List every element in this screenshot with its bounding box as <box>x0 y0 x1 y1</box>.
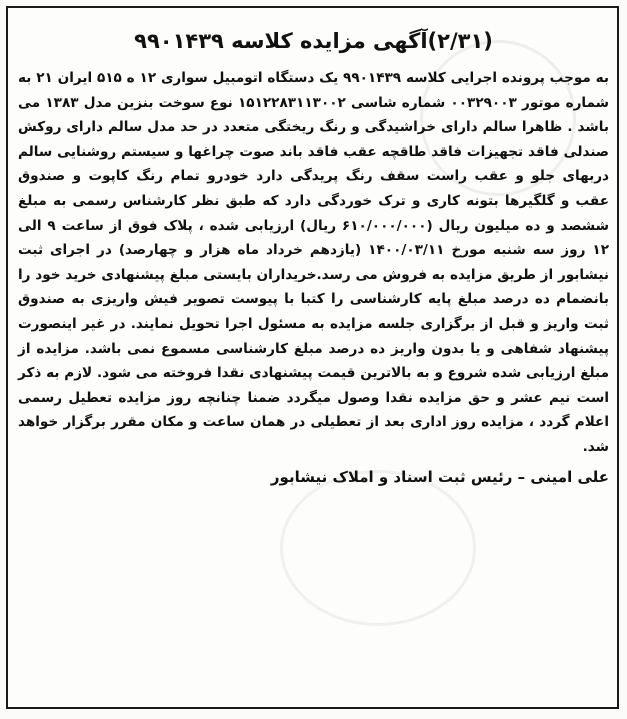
notice-title: (۲/۳۱)آگهی مزایده کلاسه ۹۹۰۱۴۳۹ <box>134 29 493 53</box>
notice-body: به موجب پرونده اجرایی کلاسه ۹۹۰۱۴۳۹ یک دستگاه اتومبیل سواری ۱۲ ه ۵۱۵ ایران ۲۱ به شماره موتور ۰۰۳۲۹۰۰۳ شماره شاسی ۱۵۱۲۲۸۳۱۱۳۰۰۲ نوع سوخت بنزین مدل ۱۳۸۳ می باشد . ظاهرا سالم دارای خراشیدگی و رنگ ریختگی متعدد در حد مدل سالم دارای روکش صندلی فاقد تجهیزات فاقد طاقچه عقب فاقد باند صوت چراغها و سیستم روشنایی سالم دربهای جلو و عقب راست سقف رنگ پریدگی دارد خودرو تمام رنگ کاپوت و صندوق عقب و گلگیرها بتونه کاری و ترک خوردگی دارد که طبق نظر کارشناس رسمی به مبلغ ششصد و ده میلیون ریال (۶۱۰/۰۰۰/۰۰۰ ریال) ارزیابی شده ، پلاک فوق از ساعت ۹ الی ۱۲ روز سه شنبه مورخ ۱۴۰۰/۰۳/۱۱ (یازدهم خرداد ماه هزار و چهارصد) در اجرای ثبت نیشابور از طریق مزایده به فروش می رسد.خریداران بایستی مبلغ پیشنهادی خرید خود را بانضمام ده درصد مبلغ پایه کارشناسی را کتبا با پیوست تصویر فیش واریزی به صندوق ثبت واریز و قبل از برگزاری جلسه مزایده به مسئول اجرا تحویل نمایند. در غیر اینصورت پیشنهاد شفاهی و یا بدون واریز ده درصد مبلغ کارشناسی مسموع نمی باشد. مزایده از مبلغ ارزیابی شده شروع و به بالاترین قیمت پیشنهادی نقدا فروخته می شود. لازم به ذکر است نیم عشر و حق مزایده نقدا وصول میگردد ضمنا چنانچه روز مزایده تعطیل رسمی اعلام گردد ، مزایده روز اداری بعد از تعطیلی در همان ساعت و مکان مقرر برگزار خواهد شد. <box>18 70 610 455</box>
auction-notice <box>18 26 609 490</box>
notice-signature: علی امینی – رئیس ثبت اسناد و املاک نیشابور <box>270 467 609 486</box>
